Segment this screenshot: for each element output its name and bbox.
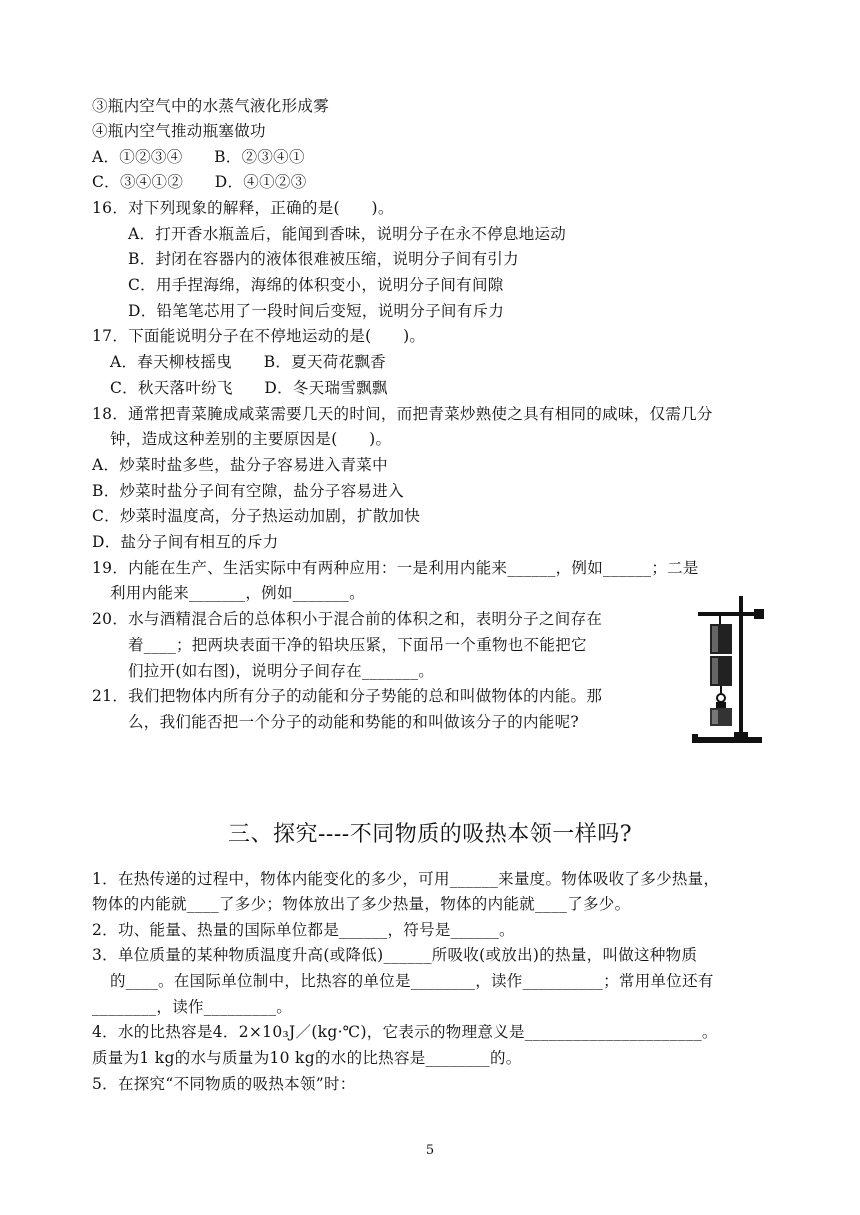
option-line: A．春天柳枝摇曳 B．夏天荷花飘香: [110, 353, 386, 371]
question-4: 4．水的比热容是4．2×10₃J／(kg·℃)，它表示的物理意义是______________________。: [92, 1023, 718, 1041]
option-line: A．炒菜时盐多些，盐分子容易进入青菜中: [92, 456, 388, 474]
question-2: 2．功、能量、热量的国际单位都是______，符号是______。: [92, 921, 515, 939]
text-line: 么，我们能否把一个分子的动能和势能的和叫做该分子的内能呢?: [128, 713, 580, 731]
option-line: B．封闭在容器内的液体很难被压缩，说明分子间有引力: [128, 250, 519, 268]
question-19: 19．内能在生产、生活实际中有两种应用：一是利用内能来______，例如______；二是: [92, 559, 699, 577]
text-line: 钟，造成这种差别的主要原因是( )。: [110, 430, 392, 448]
option-line: A．打开香水瓶盖后，能闻到香味，说明分子在永不停息地运动: [128, 225, 567, 243]
question-17: 17．下面能说明分子在不停地运动的是( )。: [92, 327, 426, 345]
question-21: 21．我们把物体内所有分子的动能和分子势能的总和叫做物体的内能。那: [92, 687, 603, 705]
text-line: 物体的内能就____了多少；物体放出了多少热量，物体的内能就____了多少。: [92, 895, 631, 913]
question-20: 20．水与酒精混合后的总体积小于混合前的体积之和，表明分子之间存在: [92, 610, 603, 628]
option-line: B．炒菜时盐分子间有空隙，盐分子容易进入: [92, 482, 404, 500]
option-line: D．铅笔笔芯用了一段时间后变短，说明分子间有斥力: [128, 302, 505, 320]
text-line: C．③④①② D．④①②③: [92, 173, 307, 191]
text-line: 的____。在国际单位制中，比热容的单位是________，读作__________；常用单位还有: [110, 972, 714, 990]
question-16: 16．对下列现象的解释，正确的是( )。: [92, 199, 394, 217]
lead-block-apparatus-figure: [690, 594, 770, 746]
question-5: 5．在探究“不同物质的吸热本领”时：: [92, 1075, 356, 1093]
text-line: ________，读作_________。: [92, 998, 293, 1016]
option-line: C．秋天落叶纷飞 D．冬天瑞雪飘飘: [110, 379, 388, 397]
text-line: 质量为1 kg的水与质量为10 kg的水的比热容是________的。: [92, 1049, 522, 1067]
text-line: ④瓶内空气推动瓶塞做功: [92, 122, 266, 140]
text-line: 利用内能来_______，例如_______。: [110, 584, 365, 602]
question-1: 1．在热传递的过程中，物体内能变化的多少，可用______来量度。物体吸收了多少热量，: [92, 870, 720, 888]
option-line: C．炒菜时温度高，分子热运动加剧，扩散加快: [92, 507, 421, 525]
text-line: 着____；把两块表面干净的铅块压紧，下面吊一个重物也不能把它: [128, 636, 587, 654]
section-title: 三、探究----不同物质的吸热本领一样吗?: [227, 822, 633, 847]
question-18: 18．通常把青菜腌成咸菜需要几天的时间，而把青菜炒熟使之具有相同的咸味，仅需几分: [92, 405, 713, 423]
option-line: D．盐分子间有相互的斥力: [92, 533, 279, 551]
page-number: 5: [425, 1143, 435, 1158]
text-line: A．①②③④ B．②③④①: [92, 148, 305, 166]
option-line: C．用手捏海绵，海绵的体积变小，说明分子间有间隙: [128, 276, 504, 294]
question-3: 3．单位质量的某种物质温度升高(或降低)______所吸收(或放出)的热量，叫做这种物质: [92, 946, 698, 964]
text-line: ③瓶内空气中的水蒸气液化形成雾: [92, 97, 330, 115]
text-line: 们拉开(如右图)，说明分子间存在_______。: [128, 662, 435, 680]
